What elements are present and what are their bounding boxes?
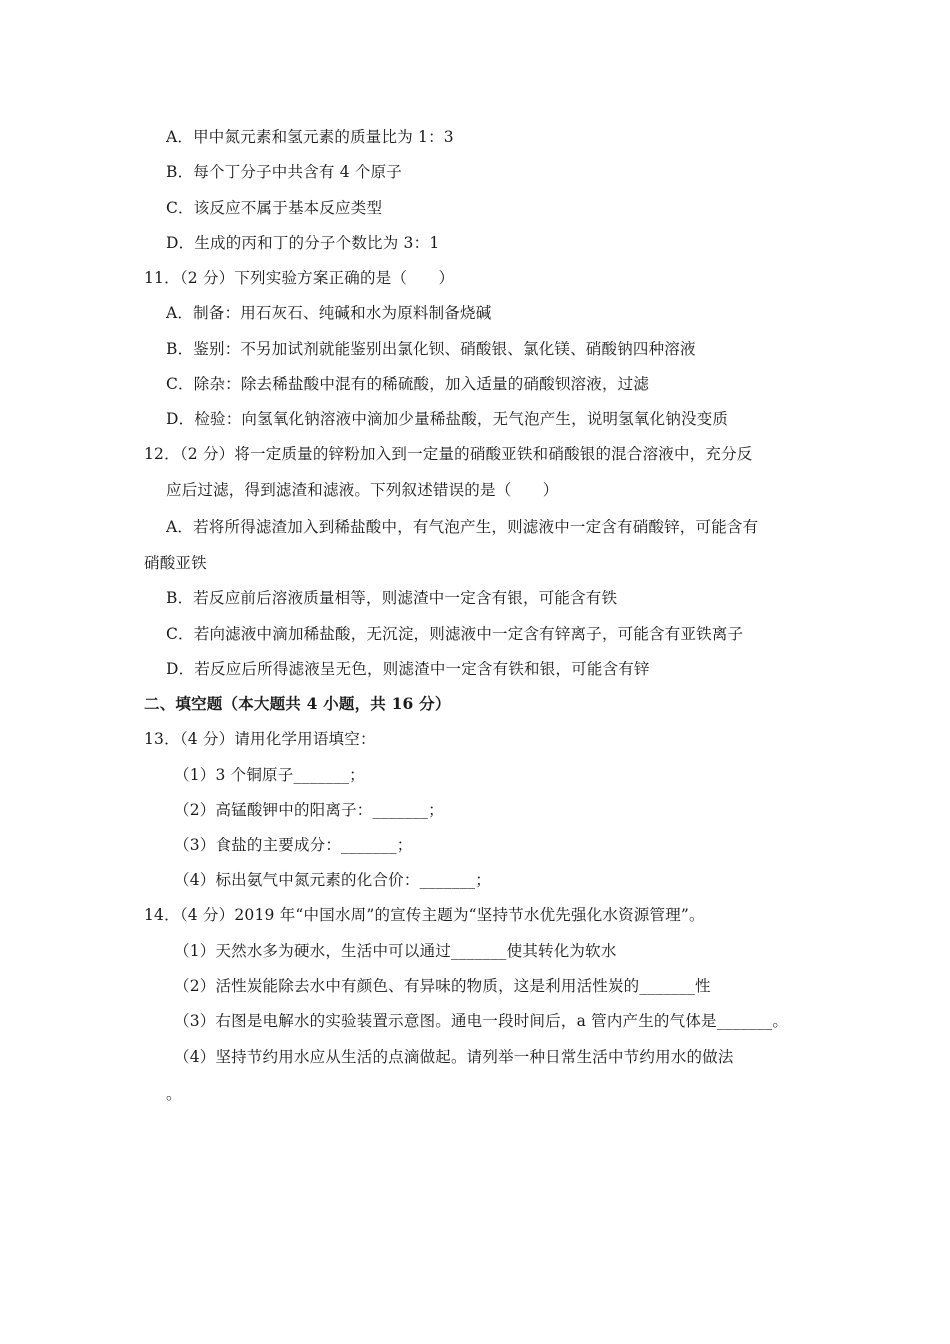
section-heading: 二、填空题（本大题共 4 小题，共 16 分）: [144, 694, 451, 713]
q10-option-c: C．该反应不属于基本反应类型: [166, 199, 383, 217]
q10-option-b: B．每个丁分子中共含有 4 个原子: [166, 163, 403, 181]
q12-option-a-line1: A．若将所得滤渣加入到稀盐酸中，有气泡产生，则滤液中一定含有硝酸锌，可能含有: [166, 518, 759, 536]
q12-stem-line2: 应后过滤，得到滤渣和滤液。下列叙述错误的是（ ）: [166, 481, 559, 499]
q14-tail: 。: [166, 1085, 182, 1103]
q11-option-a: A．制备：用石灰石、纯碱和水为原料制备烧碱: [166, 304, 492, 322]
q14-part-1: （1）天然水多为硬水，生活中可以通过_______使其转化为软水: [174, 942, 617, 960]
q10-option-a: A．甲中氮元素和氢元素的质量比为 1：3: [166, 128, 454, 146]
q10-option-d: D．生成的丙和丁的分子个数比为 3：1: [166, 234, 440, 252]
q11-option-d: D．检验：向氢氧化钠溶液中滴加少量稀盐酸，无气泡产生，说明氢氧化钠没变质: [166, 410, 729, 428]
q12-option-b: B．若反应前后溶液质量相等，则滤渣中一定含有银，可能含有铁: [166, 589, 618, 607]
q12-stem-line1: 12．（2 分）将一定质量的锌粉加入到一定量的硝酸亚铁和硝酸银的混合溶液中，充分反: [144, 445, 753, 463]
q13-stem: 13．（4 分）请用化学用语填空：: [144, 730, 376, 748]
q14-part-3: （3）右图是电解水的实验装置示意图。通电一段时间后，a 管内产生的气体是_______。: [174, 1012, 789, 1030]
q12-option-a-line2: 硝酸亚铁: [144, 554, 207, 572]
q14-stem: 14．（4 分）2019 年“中国水周”的宣传主题为“坚持节水优先强化水资源管理”。: [144, 906, 705, 924]
q13-part-1: （1）3 个铜原子_______；: [174, 766, 365, 784]
q12-option-d: D．若反应后所得滤液呈无色，则滤渣中一定含有铁和银，可能含有锌: [166, 660, 650, 678]
q14-part-4: （4）坚持节约用水应从生活的点滴做起。请列举一种日常生活中节约用水的做法: [174, 1048, 734, 1066]
q13-part-4: （4）标出氨气中氮元素的化合价：_______；: [174, 871, 491, 889]
q12-option-c: C．若向滤液中滴加稀盐酸，无沉淀，则滤液中一定含有锌离子，可能含有亚铁离子: [166, 625, 744, 643]
q11-option-b: B．鉴别：不另加试剂就能鉴别出氯化钡、硝酸银、氯化镁、硝酸钠四种溶液: [166, 340, 696, 358]
q11-option-c: C．除杂：除去稀盐酸中混有的稀硫酸，加入适量的硝酸钡溶液，过滤: [166, 375, 650, 393]
q13-part-3: （3）食盐的主要成分：_______；: [174, 836, 413, 854]
q14-part-2: （2）活性炭能除去水中有颜色、有异味的物质，这是利用活性炭的_______性: [174, 977, 711, 995]
q11-stem: 11．（2 分）下列实验方案正确的是（ ）: [144, 269, 455, 287]
q13-part-2: （2）高锰酸钾中的阳离子：_______；: [174, 801, 444, 819]
